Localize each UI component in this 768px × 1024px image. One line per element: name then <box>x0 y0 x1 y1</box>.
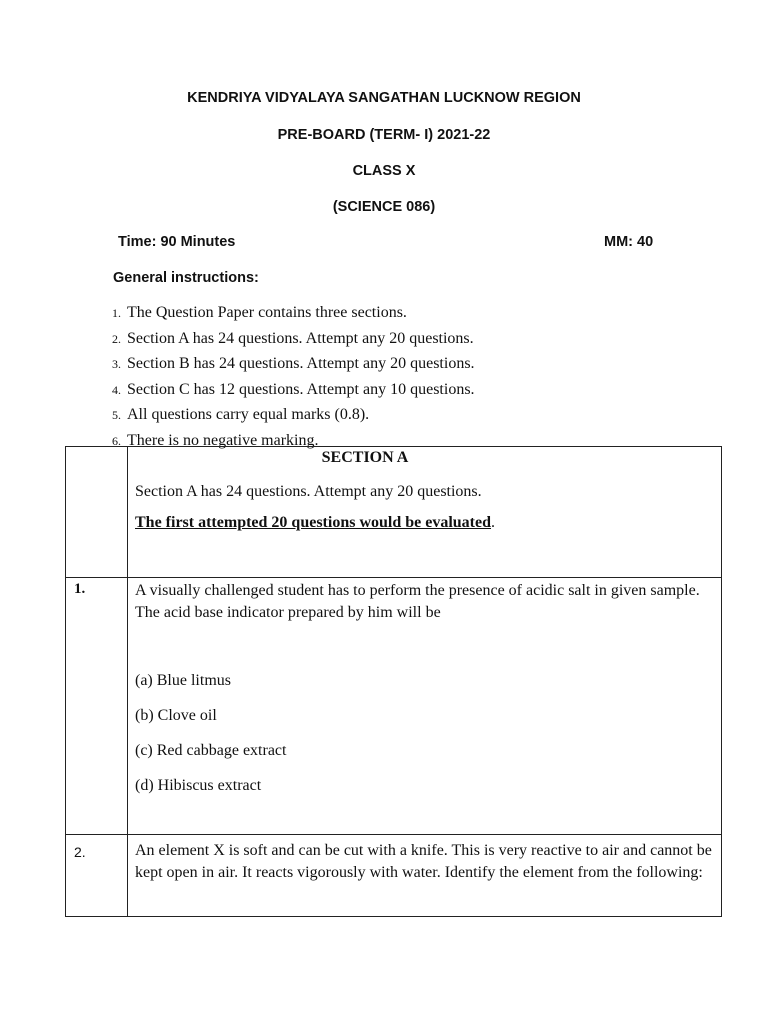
option-a: (a) Blue litmus <box>135 672 231 689</box>
instruction-text: Section C has 12 questions. Attempt any 10 questions. <box>127 380 475 398</box>
question-text: A visually challenged student has to perform the presence of acidic salt in given sample. The acid base indicator prepared by him will be <box>135 582 700 621</box>
instruction-item <box>112 406 475 432</box>
section-note: Section A has 24 questions. Attempt any 20 questions. <box>135 483 482 500</box>
organization-title: KENDRIYA VIDYALAYA SANGATHAN LUCKNOW REGION <box>187 90 581 106</box>
instruction-text: The Question Paper contains three sections. <box>127 304 407 321</box>
instruction-number: 6. <box>112 433 121 448</box>
instruction-number: 2. <box>112 331 121 346</box>
instruction-item <box>112 330 475 356</box>
option-d: (d) Hibiscus extract <box>135 777 262 794</box>
instruction-item <box>112 304 475 330</box>
instruction-number: 4. <box>112 382 121 397</box>
instruction-text: There is no negative marking. <box>127 431 319 449</box>
section-title: SECTION A <box>321 449 409 466</box>
instructions-list <box>112 304 475 450</box>
question-number: 2. <box>66 835 128 917</box>
exam-title: PRE-BOARD (TERM- I) 2021-22 <box>277 127 491 143</box>
question-number: 1. <box>66 578 128 835</box>
section-emphasis-suffix: . <box>491 514 496 531</box>
class-label: CLASS X <box>352 163 416 179</box>
question-table <box>65 446 722 917</box>
time-label: Time: 90 Minutes <box>118 234 236 250</box>
instruction-text: Section B has 24 questions. Attempt any 20 questions. <box>127 355 475 372</box>
question-cell <box>128 578 722 835</box>
instruction-number: 3. <box>112 357 121 371</box>
subject-label: (SCIENCE 086) <box>332 199 436 215</box>
instruction-item <box>112 381 475 407</box>
instruction-number: 1. <box>112 306 121 320</box>
question-cell <box>128 835 722 917</box>
max-marks-label: MM: 40 <box>604 234 654 250</box>
question-row <box>66 835 722 917</box>
instruction-text: All questions carry equal marks (0.8). <box>127 406 370 423</box>
section-number-cell <box>66 447 128 578</box>
option-b: (b) Clove oil <box>135 707 217 724</box>
instructions-heading: General instructions: <box>113 270 259 286</box>
section-header-cell <box>128 447 722 578</box>
option-c: (c) Red cabbage extract <box>135 742 287 759</box>
question-text: An element X is soft and can be cut with a knife. This is very reactive to air and cannot be kept open in air. It reacts vigorously with water. Identify the element from the following: <box>135 842 712 881</box>
instruction-item <box>112 355 475 381</box>
instruction-text: Section A has 24 questions. Attempt any 20 questions. <box>127 329 474 347</box>
section-emphasis <box>135 514 715 532</box>
instruction-number: 5. <box>112 408 121 422</box>
section-header-row <box>66 447 722 578</box>
question-row <box>66 578 722 835</box>
section-emphasis-text: The first attempted 20 questions would be evaluated <box>135 514 492 531</box>
